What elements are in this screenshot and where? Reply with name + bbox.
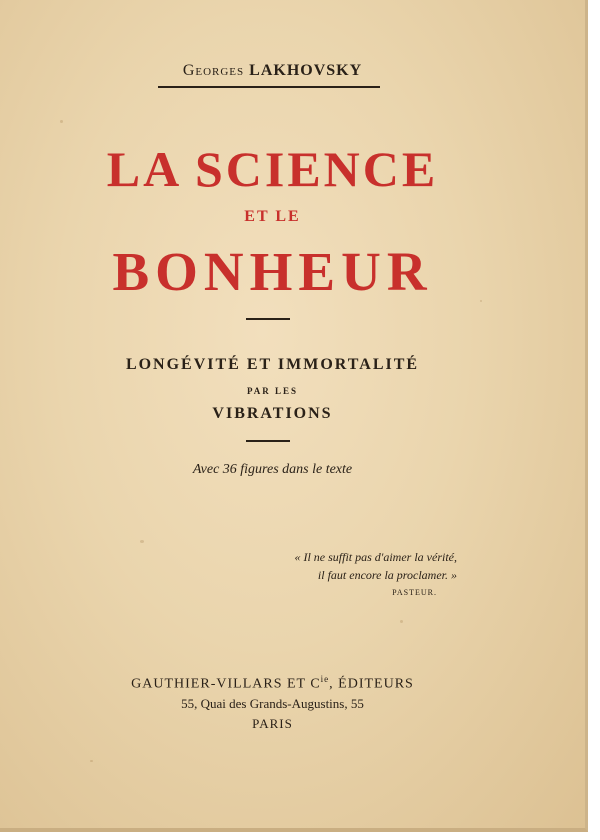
subtitle-divider — [246, 440, 290, 442]
publisher-name-sup: ie — [320, 674, 330, 684]
epigraph-line-2: il faut encore la proclamer. » — [317, 568, 457, 582]
title-line-3: BONHEUR — [112, 241, 433, 302]
author-underline — [158, 86, 380, 88]
epigraph-line-1: « Il ne suffit pas d'aimer la vérité, — [294, 550, 457, 564]
title-line-1: LA SCIENCE — [106, 141, 439, 197]
publisher-name-main: GAUTHIER-VILLARS ET C — [131, 676, 321, 692]
title-line-2: ET LE — [244, 208, 301, 225]
publisher-city: PARIS — [252, 716, 293, 731]
publisher-name — [0, 674, 545, 693]
subtitle-line-2: PAR LES — [246, 386, 299, 396]
subtitle-line-1: LONGÉVITÉ ET IMMORTALITÉ — [125, 356, 420, 373]
subtitle-line-3: VIBRATIONS — [212, 405, 333, 422]
epigraph — [294, 548, 457, 602]
author-last-name: LAKHOVSKY — [249, 62, 363, 79]
title-divider — [246, 318, 290, 320]
figures-note: Avec 36 figures dans le texte — [192, 462, 353, 477]
publisher-name-suffix: , ÉDITEURS — [329, 676, 414, 692]
publisher-address: 55, Quai des Grands-Augustins, 55 — [181, 696, 364, 711]
author-name — [0, 62, 545, 80]
epigraph-attribution: PASTEUR. — [392, 588, 437, 597]
author-first-name: Georges — [182, 62, 245, 79]
